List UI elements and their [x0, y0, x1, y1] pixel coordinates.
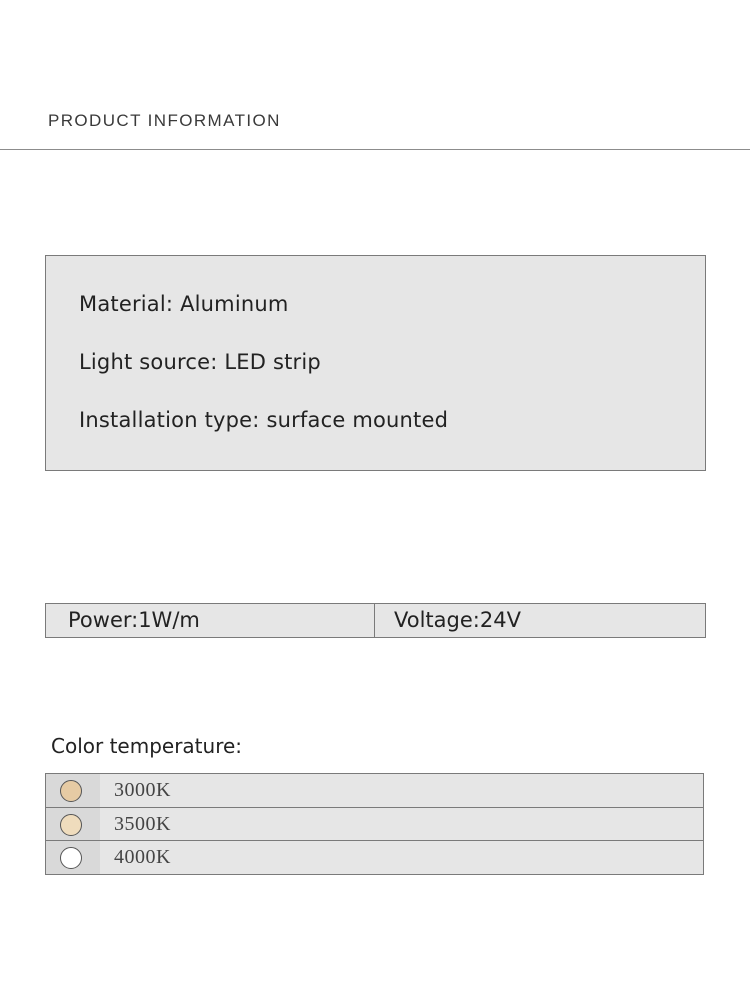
spec-installation: Installation type: surface mounted — [79, 408, 449, 432]
swatch-cell — [46, 808, 100, 841]
color-swatch-icon — [60, 780, 82, 802]
power-cell: Power:1W/m — [46, 604, 375, 637]
spec-light-source: Light source: LED strip — [79, 350, 321, 374]
color-swatch-icon — [60, 814, 82, 836]
swatch-cell — [46, 774, 100, 807]
color-temperature-row — [46, 807, 703, 841]
color-temperature-row — [46, 840, 703, 874]
spec-box — [45, 255, 706, 471]
color-temperature-row — [46, 774, 703, 807]
color-temperature-table — [45, 773, 704, 875]
spec-material: Material: Aluminum — [79, 292, 289, 316]
swatch-cell — [46, 841, 100, 874]
section-title: PRODUCT INFORMATION — [48, 111, 281, 130]
power-voltage-table — [45, 603, 706, 638]
color-temperature-value: 4000K — [114, 846, 171, 868]
color-temperature-label: Color temperature: — [51, 734, 243, 758]
color-temperature-value: 3000K — [114, 779, 171, 801]
section-divider — [0, 149, 750, 150]
voltage-cell: Voltage:24V — [394, 608, 521, 632]
color-swatch-icon — [60, 847, 82, 869]
color-temperature-value: 3500K — [114, 813, 171, 835]
